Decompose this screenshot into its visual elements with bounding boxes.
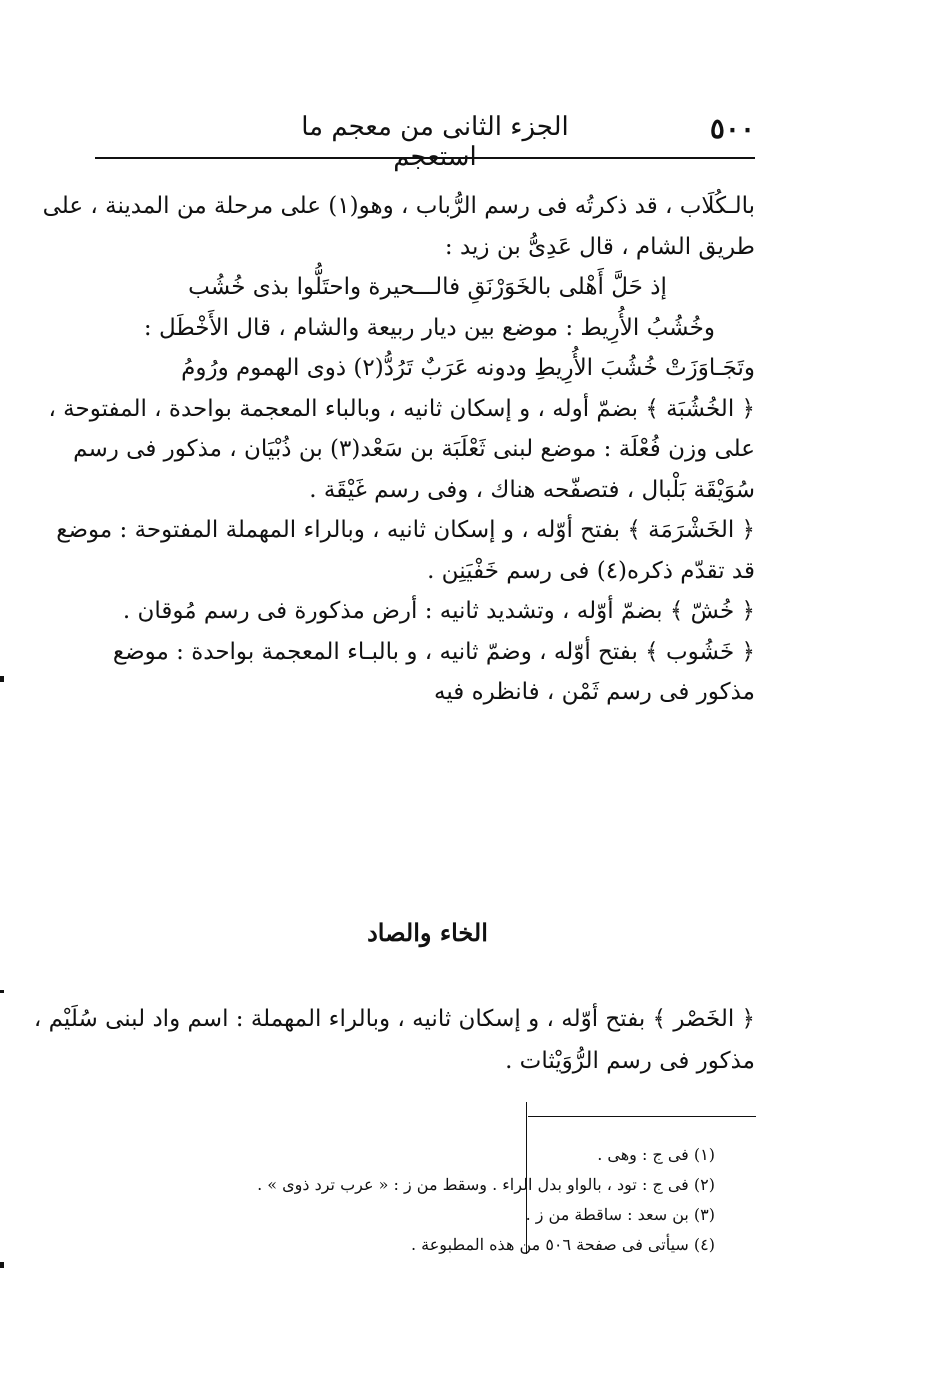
verse-line: وتَجَـاوَزَتْ خُشُبَ الأُرِيطِ ودونه عَرَبٌ تَرُدُّ(٢) ذوى الهموم ورُومُ — [181, 355, 755, 381]
verse-line: إذ حَلَّ أَهْلى بالخَوَرْنَقِ فالـــحيرة واحتَلُّوا بذى خُشُب — [188, 274, 667, 300]
entry-line: ﴿ الخَشْرَمَة ﴾ بفتح أوّله ، و إسكان ثانيه ، وبالراء المهملة المفتوحة : موضع — [56, 517, 755, 543]
footnote: (٣) بن سعد : ساقطة من ز . — [525, 1205, 715, 1224]
text-line: بالـكُلَاب ، قد ذكرتُه فى رسم الرُّباب ، وهو(١) على مرحلة من المدينة ، على — [42, 193, 755, 219]
text-line: مذكور فى رسم ثَمْن ، فانظره فيه — [434, 679, 755, 705]
entry-line: ﴿ خُشّ ﴾ بضمّ أوّله ، وتشديد ثانيه : أرض مذكورة فى رسم مُوقان . — [122, 598, 755, 624]
section-heading: الخاء والصاد — [367, 918, 488, 947]
text-line: سُوَيْقَة بَلْبال ، فتصفّحه هناك ، وفى رسم غَيْقَة . — [309, 476, 755, 503]
footnote-rule — [528, 1116, 756, 1117]
page-number: ٥٠٠ — [709, 112, 755, 145]
entry-line: ﴿ خَشُوب ﴾ بفتح أوّله ، وضمّ ثانيه ، و بالبـاء المعجمة بواحدة : موضع — [112, 638, 755, 665]
running-title: الجزء الثانى من معجم ما استعجم — [301, 112, 569, 172]
footnote: (٢) فى ج : تود ، بالواو بدل الراء . وسقط من ز : « عرب ترد ذوى » . — [257, 1175, 715, 1194]
scan-margin-mark — [0, 990, 4, 993]
section-text — [33, 998, 755, 1082]
scan-margin-mark — [0, 676, 4, 682]
text-line: طريق الشام ، قال عَدِىُّ بن زيد : — [444, 233, 755, 260]
text-line: وخُشُبُ الأُرِيط : موضع بين ديار ربيعة والشام ، قال الأَخْطَل : — [143, 314, 715, 341]
entry-line: ﴿ الخَصْر ﴾ بفتح أوّله ، و إسكان ثانيه ، وبالراء المهملة : اسم واد لبنى سُلَيْم ، — [33, 1006, 755, 1032]
footnotes — [160, 1140, 715, 1260]
text-line: مذكور فى رسم الرُّوَيْثات . — [505, 1048, 755, 1074]
header-rule — [95, 157, 755, 159]
main-text — [42, 186, 755, 713]
text-line: على وزن فُعْلَة : موضع لبنى ثَعْلَبَة بن سَعْد(٣) بن ذُبْيَان ، مذكور فى رسم — [73, 436, 755, 462]
footnote: (٤) سيأتى فى صفحة ٥٠٦ من هذه المطبوعة . — [411, 1235, 715, 1254]
page-header — [95, 108, 755, 172]
scan-margin-mark — [0, 1262, 4, 1268]
footnote: (١) فى ج : وهى . — [597, 1145, 715, 1164]
text-line: قد تقدّم ذكره(٤) فى رسم خَفْيَنِن . — [427, 557, 755, 584]
entry-line: ﴿ الخُشُبَة ﴾ بضمّ أوله ، و إسكان ثانيه ، وبالباء المعجمة بواحدة ، المفتوحة ، — [48, 395, 755, 422]
